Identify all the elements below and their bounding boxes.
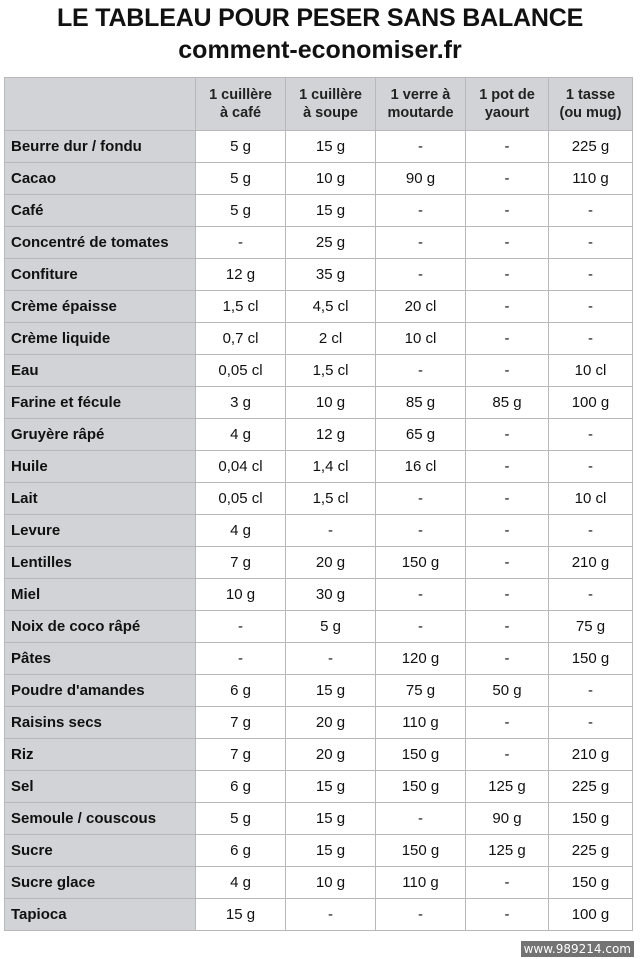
- row-label: Tapioca: [5, 899, 196, 931]
- row-label: Riz: [5, 739, 196, 771]
- row-label: Miel: [5, 579, 196, 611]
- table-cell: -: [466, 323, 549, 355]
- table-cell: 2 cl: [286, 323, 376, 355]
- column-header: [466, 78, 549, 131]
- table-row: [5, 163, 633, 195]
- table-cell: -: [376, 227, 466, 259]
- table-row: [5, 707, 633, 739]
- column-header-line2: moutarde: [387, 105, 454, 121]
- table-row: [5, 739, 633, 771]
- table-cell: -: [466, 739, 549, 771]
- table-cell: -: [376, 355, 466, 387]
- table-row: [5, 291, 633, 323]
- table-cell: 20 cl: [376, 291, 466, 323]
- table-cell: 5 g: [196, 195, 286, 227]
- row-label: Noix de coco râpé: [5, 611, 196, 643]
- table-cell: -: [466, 419, 549, 451]
- table-cell: 0,05 cl: [196, 483, 286, 515]
- column-header-line1: 1 pot de: [479, 87, 535, 103]
- table-cell: 75 g: [549, 611, 633, 643]
- table-cell: -: [466, 611, 549, 643]
- table-row: [5, 899, 633, 931]
- table-cell: 75 g: [376, 675, 466, 707]
- table-cell: 90 g: [376, 163, 466, 195]
- table-cell: 1,5 cl: [286, 355, 376, 387]
- table-cell: 20 g: [286, 739, 376, 771]
- table-row: [5, 323, 633, 355]
- table-cell: 125 g: [466, 835, 549, 867]
- table-cell: -: [466, 707, 549, 739]
- table-cell: -: [286, 643, 376, 675]
- table-cell: 5 g: [196, 163, 286, 195]
- table-cell: 15 g: [286, 835, 376, 867]
- table-cell: -: [549, 675, 633, 707]
- table-cell: -: [466, 131, 549, 163]
- table-cell: 65 g: [376, 419, 466, 451]
- table-cell: 100 g: [549, 899, 633, 931]
- table-cell: 225 g: [549, 835, 633, 867]
- row-label: Levure: [5, 515, 196, 547]
- table-cell: 3 g: [196, 387, 286, 419]
- table-cell: 1,4 cl: [286, 451, 376, 483]
- table-cell: 10 g: [286, 867, 376, 899]
- table-cell: 10 cl: [376, 323, 466, 355]
- table-cell: -: [549, 579, 633, 611]
- header-corner-cell: [5, 78, 196, 131]
- table-cell: 10 cl: [549, 483, 633, 515]
- column-header-line1: 1 tasse: [565, 87, 616, 103]
- table-cell: 210 g: [549, 547, 633, 579]
- table-cell: 1,5 cl: [286, 483, 376, 515]
- column-header-line1: 1 cuillère: [299, 87, 362, 103]
- row-label: Pâtes: [5, 643, 196, 675]
- table-row: [5, 355, 633, 387]
- table-cell: 10 g: [286, 387, 376, 419]
- table-cell: -: [466, 547, 549, 579]
- table-cell: 0,7 cl: [196, 323, 286, 355]
- table-cell: 150 g: [376, 771, 466, 803]
- row-label: Cacao: [5, 163, 196, 195]
- table-cell: -: [549, 323, 633, 355]
- table-cell: -: [549, 291, 633, 323]
- table-cell: -: [376, 195, 466, 227]
- table-cell: 110 g: [376, 707, 466, 739]
- column-header-line1: 1 verre à: [390, 87, 451, 103]
- row-label: Concentré de tomates: [5, 227, 196, 259]
- row-label: Lait: [5, 483, 196, 515]
- column-header-line2: (ou mug): [559, 105, 622, 121]
- table-cell: -: [376, 579, 466, 611]
- table-cell: -: [376, 131, 466, 163]
- table-cell: -: [466, 291, 549, 323]
- table-cell: 90 g: [466, 803, 549, 835]
- table-cell: -: [466, 515, 549, 547]
- table-row: [5, 131, 633, 163]
- column-header-line2: à soupe: [303, 105, 358, 121]
- table-row: [5, 579, 633, 611]
- table-cell: 150 g: [549, 803, 633, 835]
- row-label: Confiture: [5, 259, 196, 291]
- row-label: Gruyère râpé: [5, 419, 196, 451]
- table-cell: -: [286, 899, 376, 931]
- table-row: [5, 643, 633, 675]
- table-cell: -: [466, 899, 549, 931]
- column-header-line1: 1 cuillère: [209, 87, 272, 103]
- table-cell: -: [549, 419, 633, 451]
- table-cell: 1,5 cl: [196, 291, 286, 323]
- table-cell: 4,5 cl: [286, 291, 376, 323]
- table-cell: 7 g: [196, 547, 286, 579]
- row-label: Café: [5, 195, 196, 227]
- table-cell: 120 g: [376, 643, 466, 675]
- table-cell: 25 g: [286, 227, 376, 259]
- table-cell: -: [466, 579, 549, 611]
- table-cell: -: [286, 515, 376, 547]
- table-cell: -: [466, 451, 549, 483]
- table-row: [5, 515, 633, 547]
- row-label: Farine et fécule: [5, 387, 196, 419]
- table-cell: 12 g: [196, 259, 286, 291]
- table-cell: -: [549, 195, 633, 227]
- row-label: Huile: [5, 451, 196, 483]
- table-cell: 50 g: [466, 675, 549, 707]
- row-label: Sucre: [5, 835, 196, 867]
- column-header: [549, 78, 633, 131]
- table-cell: -: [549, 451, 633, 483]
- table-cell: 4 g: [196, 419, 286, 451]
- row-label: Semoule / couscous: [5, 803, 196, 835]
- table-row: [5, 451, 633, 483]
- table-row: [5, 547, 633, 579]
- table-cell: 150 g: [549, 867, 633, 899]
- row-label: Sel: [5, 771, 196, 803]
- conversion-table: [4, 77, 633, 931]
- table-cell: -: [549, 227, 633, 259]
- table-cell: 12 g: [286, 419, 376, 451]
- table-cell: 15 g: [196, 899, 286, 931]
- table-cell: 35 g: [286, 259, 376, 291]
- table-cell: 0,05 cl: [196, 355, 286, 387]
- table-cell: 5 g: [196, 803, 286, 835]
- table-cell: 7 g: [196, 707, 286, 739]
- table-cell: 0,04 cl: [196, 451, 286, 483]
- table-row: [5, 835, 633, 867]
- table-cell: 5 g: [196, 131, 286, 163]
- table-cell: -: [466, 163, 549, 195]
- column-header-line2: yaourt: [484, 105, 530, 121]
- table-cell: 85 g: [466, 387, 549, 419]
- table-cell: -: [196, 643, 286, 675]
- table-row: [5, 771, 633, 803]
- table-row: [5, 195, 633, 227]
- table-cell: -: [466, 867, 549, 899]
- row-label: Crème liquide: [5, 323, 196, 355]
- page-title: LE TABLEAU POUR PESER SANS BALANCE: [56, 4, 584, 32]
- table-cell: 15 g: [286, 131, 376, 163]
- table-cell: 15 g: [286, 195, 376, 227]
- table-cell: 6 g: [196, 771, 286, 803]
- table-cell: 4 g: [196, 867, 286, 899]
- table-cell: 100 g: [549, 387, 633, 419]
- table-cell: 6 g: [196, 675, 286, 707]
- table-cell: -: [376, 259, 466, 291]
- table-cell: 225 g: [549, 131, 633, 163]
- table-row: [5, 227, 633, 259]
- table-cell: 150 g: [376, 547, 466, 579]
- row-label: Beurre dur / fondu: [5, 131, 196, 163]
- table-cell: -: [376, 803, 466, 835]
- table-cell: -: [466, 227, 549, 259]
- table-cell: 110 g: [376, 867, 466, 899]
- table-cell: 225 g: [549, 771, 633, 803]
- row-label: Crème épaisse: [5, 291, 196, 323]
- table-cell: 210 g: [549, 739, 633, 771]
- table-row: [5, 803, 633, 835]
- table-row: [5, 867, 633, 899]
- row-label: Raisins secs: [5, 707, 196, 739]
- table-cell: 6 g: [196, 835, 286, 867]
- column-header: [196, 78, 286, 131]
- table-cell: 110 g: [549, 163, 633, 195]
- table-cell: 10 g: [196, 579, 286, 611]
- table-cell: 150 g: [376, 739, 466, 771]
- table-header-row: [5, 78, 633, 131]
- table-row: [5, 675, 633, 707]
- table-cell: 85 g: [376, 387, 466, 419]
- table-cell: 125 g: [466, 771, 549, 803]
- table-cell: -: [376, 515, 466, 547]
- table-cell: -: [549, 515, 633, 547]
- table-cell: 15 g: [286, 803, 376, 835]
- table-cell: -: [196, 227, 286, 259]
- table-cell: -: [376, 899, 466, 931]
- table-row: [5, 387, 633, 419]
- table-cell: -: [196, 611, 286, 643]
- table-cell: 20 g: [286, 707, 376, 739]
- table-cell: -: [549, 707, 633, 739]
- table-cell: 10 g: [286, 163, 376, 195]
- table-cell: 150 g: [376, 835, 466, 867]
- row-label: Sucre glace: [5, 867, 196, 899]
- table-body: [5, 131, 633, 931]
- table-cell: 10 cl: [549, 355, 633, 387]
- row-label: Eau: [5, 355, 196, 387]
- table-cell: -: [466, 483, 549, 515]
- table-row: [5, 419, 633, 451]
- table-cell: -: [466, 355, 549, 387]
- page-subtitle: comment-economiser.fr: [178, 36, 462, 64]
- table-cell: -: [549, 259, 633, 291]
- row-label: Poudre d'amandes: [5, 675, 196, 707]
- table-row: [5, 611, 633, 643]
- table-cell: 20 g: [286, 547, 376, 579]
- table-cell: 7 g: [196, 739, 286, 771]
- column-header: [376, 78, 466, 131]
- table-cell: 15 g: [286, 675, 376, 707]
- table-row: [5, 483, 633, 515]
- table-cell: -: [376, 483, 466, 515]
- table-cell: 30 g: [286, 579, 376, 611]
- table-cell: 15 g: [286, 771, 376, 803]
- watermark: www.989214.com: [521, 941, 634, 957]
- table-cell: 5 g: [286, 611, 376, 643]
- table-cell: -: [466, 195, 549, 227]
- column-header-line2: à café: [219, 105, 262, 121]
- table-cell: -: [466, 259, 549, 291]
- table-cell: -: [376, 611, 466, 643]
- table-cell: -: [466, 643, 549, 675]
- column-header: [286, 78, 376, 131]
- table-cell: 4 g: [196, 515, 286, 547]
- table-cell: 16 cl: [376, 451, 466, 483]
- table-row: [5, 259, 633, 291]
- table-cell: 150 g: [549, 643, 633, 675]
- row-label: Lentilles: [5, 547, 196, 579]
